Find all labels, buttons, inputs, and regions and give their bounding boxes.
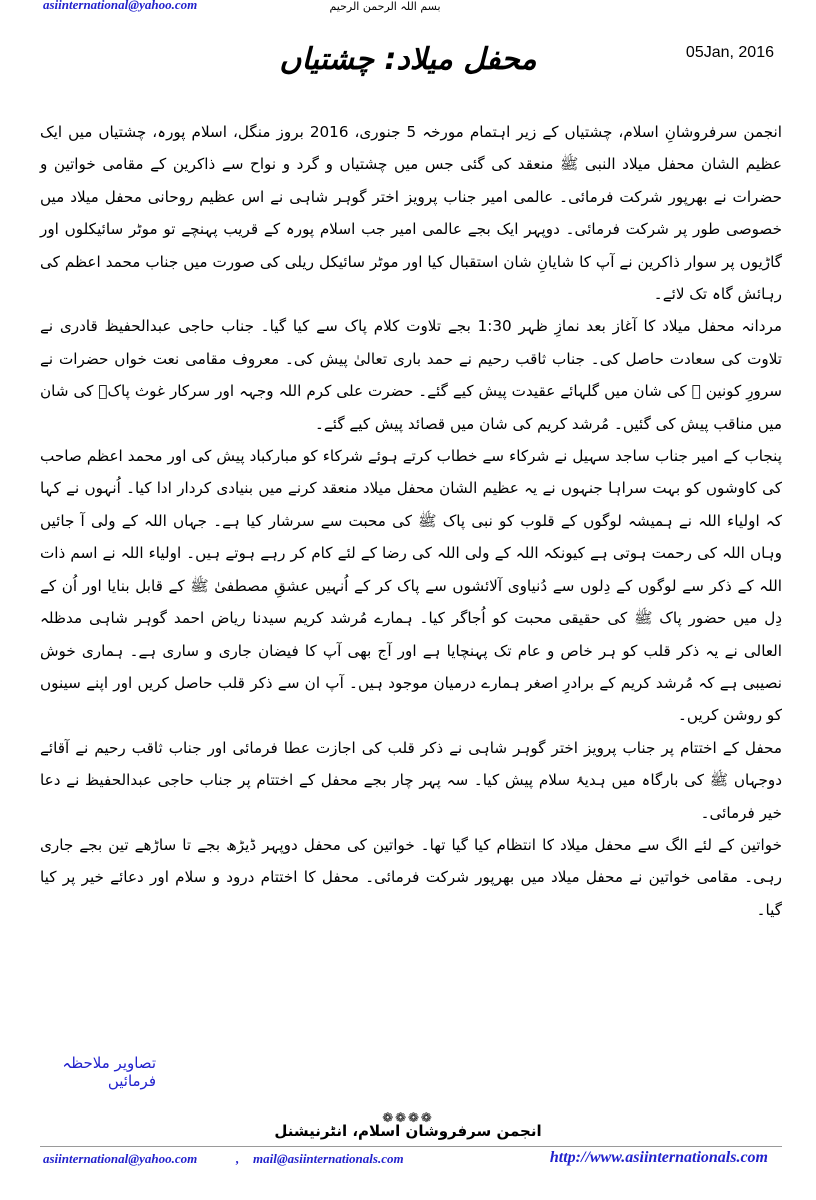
footer-email-link-mail[interactable]: mail@asiinternationals.com: [253, 1151, 404, 1166]
paragraph-4: محفل کے اختتام پر جناب پرویز اختر گوہر شاہی نے ذکر قلب کی اجازت عطا فرمائی اور جناب ثاقب رحیم نے آقائے دوجہاں ﷺ کی بارگاہ میں ہدیۂ سلام پیش کیا۔ سہ پہر چار بجے محفل کے اختتام پر جناب حاجی عبدالحفیظ نے دعا خیر فرمائی۔: [40, 738, 782, 822]
paragraph-3: پنجاب کے امیر جناب ساجد سہیل نے شرکاء سے خطاب کرتے ہوئے شرکاء کو مبارکباد پیش کی اور محمد اعظم صاحب کی کاوشوں کو بہت سراہا جنہوں نے یہ عظیم الشان محفل میلاد منعقد کرنے میں بنیادی کردار ادا کیا۔ اُنہوں نے کہا کہ اولیاء اللہ نے ہمیشہ لوگوں کے قلوب کو نبی پاک ﷺ کی محبت سے سرشار کیا ہے۔ جہاں اللہ کے ولی آ جائیں وہاں اللہ کی رحمت ہوتی ہے کیونکہ اللہ کے ولی اللہ کی رضا کے لئے کام کر رہے ہوتے ہیں۔ اولیاء اللہ نے اسم ذات اللہ کے ذکر سے لوگوں کے دِلوں سے دُنیاوی آلائشوں سے پاک کر کے اُنہیں عشقِ مصطفیٰ ﷺ کے قابل بنایا اور اُن کے دِل میں حضور پاک ﷺ کی حقیقی محبت کو اُجاگر کیا۔ ہمارے مُرشد کریم سیدنا ریاض احمد گوہر شاہی مدظلہ العالی نے یہ ذکر قلب کو ہر خاص و عام تک پہنچایا ہے اور آج بھی آپ کا فیضان جاری و ساری ہے۔ ہماری خوش نصیبی ہے کہ مُرشد کریم کے برادرِ اصغر ہمارے درمیان موجود ہیں۔ آپ ان سے ذکر قلب حاصل کریں اور اپنے سینوں کو روشن کریں۔: [40, 447, 782, 725]
paragraph-1: انجمن سرفروشانِ اسلام، چشتیاں کے زیر اہتمام مورخہ 5 جنوری، 2016 بروز منگل، اسلام پورہ، چشتیاں میں ایک عظیم الشان محفل میلاد النبی ﷺ منعقد کی گئی جس میں چشتیاں و گرد و نواح سے ذاکرین کے مقامی خواتین و حضرات نے بھرپور شرکت فرمائی۔ عالمی امیر جناب پرویز اختر گوہر شاہی نے اس عظیم روحانی محفل میلاد میں خصوصی طور پر شرکت فرمائی۔ دوپہر ایک بجے عالمی امیر جب اسلام پورہ کے قریب پہنچے تو موٹر سائیکلوں اور گاڑیوں پر سوار ذاکرین نے آپ کا شایانِ شان استقبال کیا اور موٹر سائیکل ریلی کی صورت میں جناب محمد اعظم کی رہائش گاہ تک لائے۔: [40, 123, 782, 304]
page-title: محفل میلاد: چشتیاں: [279, 42, 537, 77]
organization-name: انجمن سرفروشان اسلام، انٹرنیشنل: [274, 1122, 542, 1140]
flower-ornament-icon: ❁❁❁❁: [382, 1111, 434, 1126]
footer-email-link-yahoo[interactable]: asiinternational@yahoo.com: [43, 1151, 198, 1166]
header-email-link[interactable]: asiinternational@yahoo.com: [43, 0, 198, 12]
bismillah-heading: بسم اللہ الرحمن الرحیم: [329, 0, 441, 13]
paragraph-5: خواتین کے لئے الگ سے محفل میلاد کا انتظام کیا گیا تھا۔ خواتین کی محفل دوپہر ڈیڑھ بجے تا ساڑھے تین بجے جاری رہی۔ مقامی خواتین نے محفل میلاد میں بھرپور شرکت فرمائی۔ محفل کا اختتام درود و سلام اور دعائے خیر پر کیا گیا۔: [40, 835, 782, 919]
article-body: [40, 116, 782, 926]
footer-website-link[interactable]: http://www.asiinternationals.com: [549, 1149, 768, 1166]
view-photos-link[interactable]: تصاویر ملاحظہ فرمائیں: [62, 1054, 156, 1090]
paragraph-2: مردانہ محفل میلاد کا آغاز بعد نمازِ ظہر 1:30 بجے تلاوت کلام پاک سے کیا گیا۔ جناب حاجی عبدالحفیظ قادری نے تلاوت کی سعادت حاصل کی۔ جناب ثاقب رحیم نے حمد باری تعالیٰ پیش کی۔ معروف مقامی نعت خواں حضرات نے سرورِ کونین ﷺ کی شان میں گلہائے عقیدت پیش کیے گئے۔ حضرت علی کرم اللہ وجہہ اور سرکار غوث پاکؓ کی شان میں مناقب پیش کی گئیں۔ مُرشد کریم کی شان میں قصائد پیش کیے گئے۔: [40, 317, 782, 433]
footer-divider: [40, 1146, 782, 1147]
footer-separator: ,: [236, 1151, 240, 1166]
article-date: 05Jan, 2016: [685, 44, 774, 61]
